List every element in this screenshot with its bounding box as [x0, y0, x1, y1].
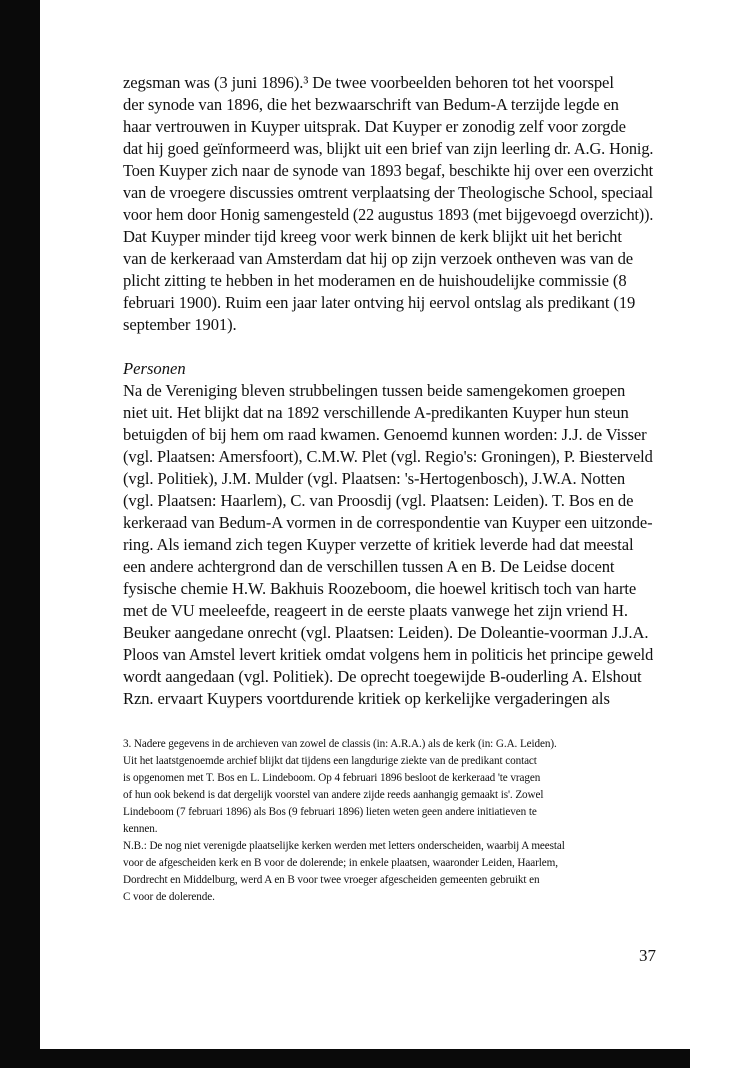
footnote-line: is opgenomen met T. Bos en L. Lindeboom. Op 4 februari 1896 besloot de kerkeraad 'te vragen [123, 772, 541, 784]
text-line: zegsman was (3 juni 1896).³ De twee voorbeelden behoren tot het voorspel [123, 73, 614, 92]
text-line: Ploos van Amstel levert kritiek omdat volgens hem in politicis het principe geweld [123, 645, 654, 664]
text-line: Beuker aangedane onrecht (vgl. Plaatsen: Leiden). De Doleantie-voorman J.J.A. [123, 623, 649, 642]
text-line: februari 1900). Ruim een jaar later ontving hij eervol ontslag als predikant (19 [123, 293, 636, 312]
text-line: Dat Kuyper minder tijd kreeg voor werk binnen de kerk blijkt uit het bericht [123, 227, 622, 246]
paragraph-context [123, 72, 653, 336]
footnote-line: Dordrecht en Middelburg, werd A en B voor twee vroeger afgescheiden gemeenten gebruikt en [123, 874, 540, 886]
text-line: der synode van 1896, die het bezwaarschrift van Bedum-A terzijde legde en [123, 95, 619, 114]
text-line: voor hem door Honig samengesteld (22 augustus 1893 (met bijgevoegd overzicht)). [123, 205, 654, 224]
footnote-line: Lindeboom (7 februari 1896) als Bos (9 februari 1896) lieten weten geen andere initiatieven te [123, 806, 537, 818]
text-line: niet uit. Het blijkt dat na 1892 verschillende A-predikanten Kuyper hun steun [123, 403, 629, 422]
text-line: september 1901). [123, 315, 237, 334]
footnote-line: 3. Nadere gegevens in de archieven van zowel de classis (in: A.R.A.) als de kerk (in: G.A. Leiden). [123, 738, 557, 750]
footnote-line: kennen. [123, 823, 158, 835]
text-line: Rzn. ervaart Kuypers voortdurende kritiek op kerkelijke vergaderingen als [123, 689, 610, 708]
text-line: met de VU meeleefde, reageert in de eerste plaats vanwege het zijn vriend H. [123, 601, 628, 620]
footnote-line: of hun ook bekend is dat dergelijk voorstel van andere zijde reeds aanhangig gemaakt is'. Zowel [123, 789, 544, 801]
text-line: haar vertrouwen in Kuyper uitsprak. Dat Kuyper er zonodig zelf voor zorgde [123, 117, 626, 136]
text-line: (vgl. Plaatsen: Amersfoort), C.M.W. Plet (vgl. Regio's: Groningen), P. Biesterveld [123, 447, 653, 466]
text-line: betuigden of bij hem om raad kwamen. Genoemd kunnen worden: J.J. de Visser [123, 425, 647, 444]
paragraph-personen [123, 380, 653, 710]
scan-border-left [0, 0, 40, 1068]
text-line: van de kerkeraad van Amsterdam dat hij op zijn verzoek ontheven was van de [123, 249, 634, 268]
footnote-line: voor de afgescheiden kerk en B voor de dolerende; in enkele plaatsen, waaronder Leiden, Haarlem, [123, 857, 558, 869]
paragraph-gap [123, 336, 653, 358]
text-line: (vgl. Politiek), J.M. Mulder (vgl. Plaatsen: 's-Hertogenbosch), J.W.A. Notten [123, 469, 626, 488]
text-line: Toen Kuyper zich naar de synode van 1893 begaf, beschikte hij over een overzicht [123, 161, 654, 180]
text-line: plicht zitting te hebben in het moderamen en de huishoudelijke commissie (8 [123, 271, 627, 290]
text-line: ring. Als iemand zich tegen Kuyper verzette of kritiek leverde had dat meestal [123, 535, 634, 554]
footnote-line: Uit het laatstgenoemde archief blijkt dat tijdens een langdurige ziekte van de predikant contact [123, 755, 537, 767]
text-line: dat hij goed geïnformeerd was, blijkt uit een brief van zijn leerling dr. A.G. Honig. [123, 139, 654, 158]
footnote-line: N.B.: De nog niet verenigde plaatselijke kerken werden met letters onderscheiden, waarbij A meestal [123, 840, 565, 852]
text-line: fysische chemie H.W. Bakhuis Roozeboom, die hoewel kritisch toch van harte [123, 579, 637, 598]
footnote-line: C voor de dolerende. [123, 891, 215, 903]
scan-border-bottom [0, 1049, 690, 1068]
text-line: van de vroegere discussies omtrent verplaatsing der Theologische School, speciaal [123, 183, 653, 202]
text-line: kerkeraad van Bedum-A vormen in de correspondentie van Kuyper een uitzonde- [123, 513, 653, 532]
main-text [123, 72, 653, 710]
page-number: 37 [639, 946, 656, 965]
footnotes [123, 736, 653, 906]
section-heading: Personen [123, 359, 186, 378]
text-line: een andere achtergrond dan de verschillen tussen A en B. De Leidse docent [123, 557, 615, 576]
text-line: Na de Vereniging bleven strubbelingen tussen beide samengekomen groepen [123, 381, 626, 400]
text-line: wordt aangedaan (vgl. Politiek). De oprecht toegewijde B-ouderling A. Elshout [123, 667, 642, 686]
text-line: (vgl. Plaatsen: Haarlem), C. van Proosdij (vgl. Plaatsen: Leiden). T. Bos en de [123, 491, 634, 510]
